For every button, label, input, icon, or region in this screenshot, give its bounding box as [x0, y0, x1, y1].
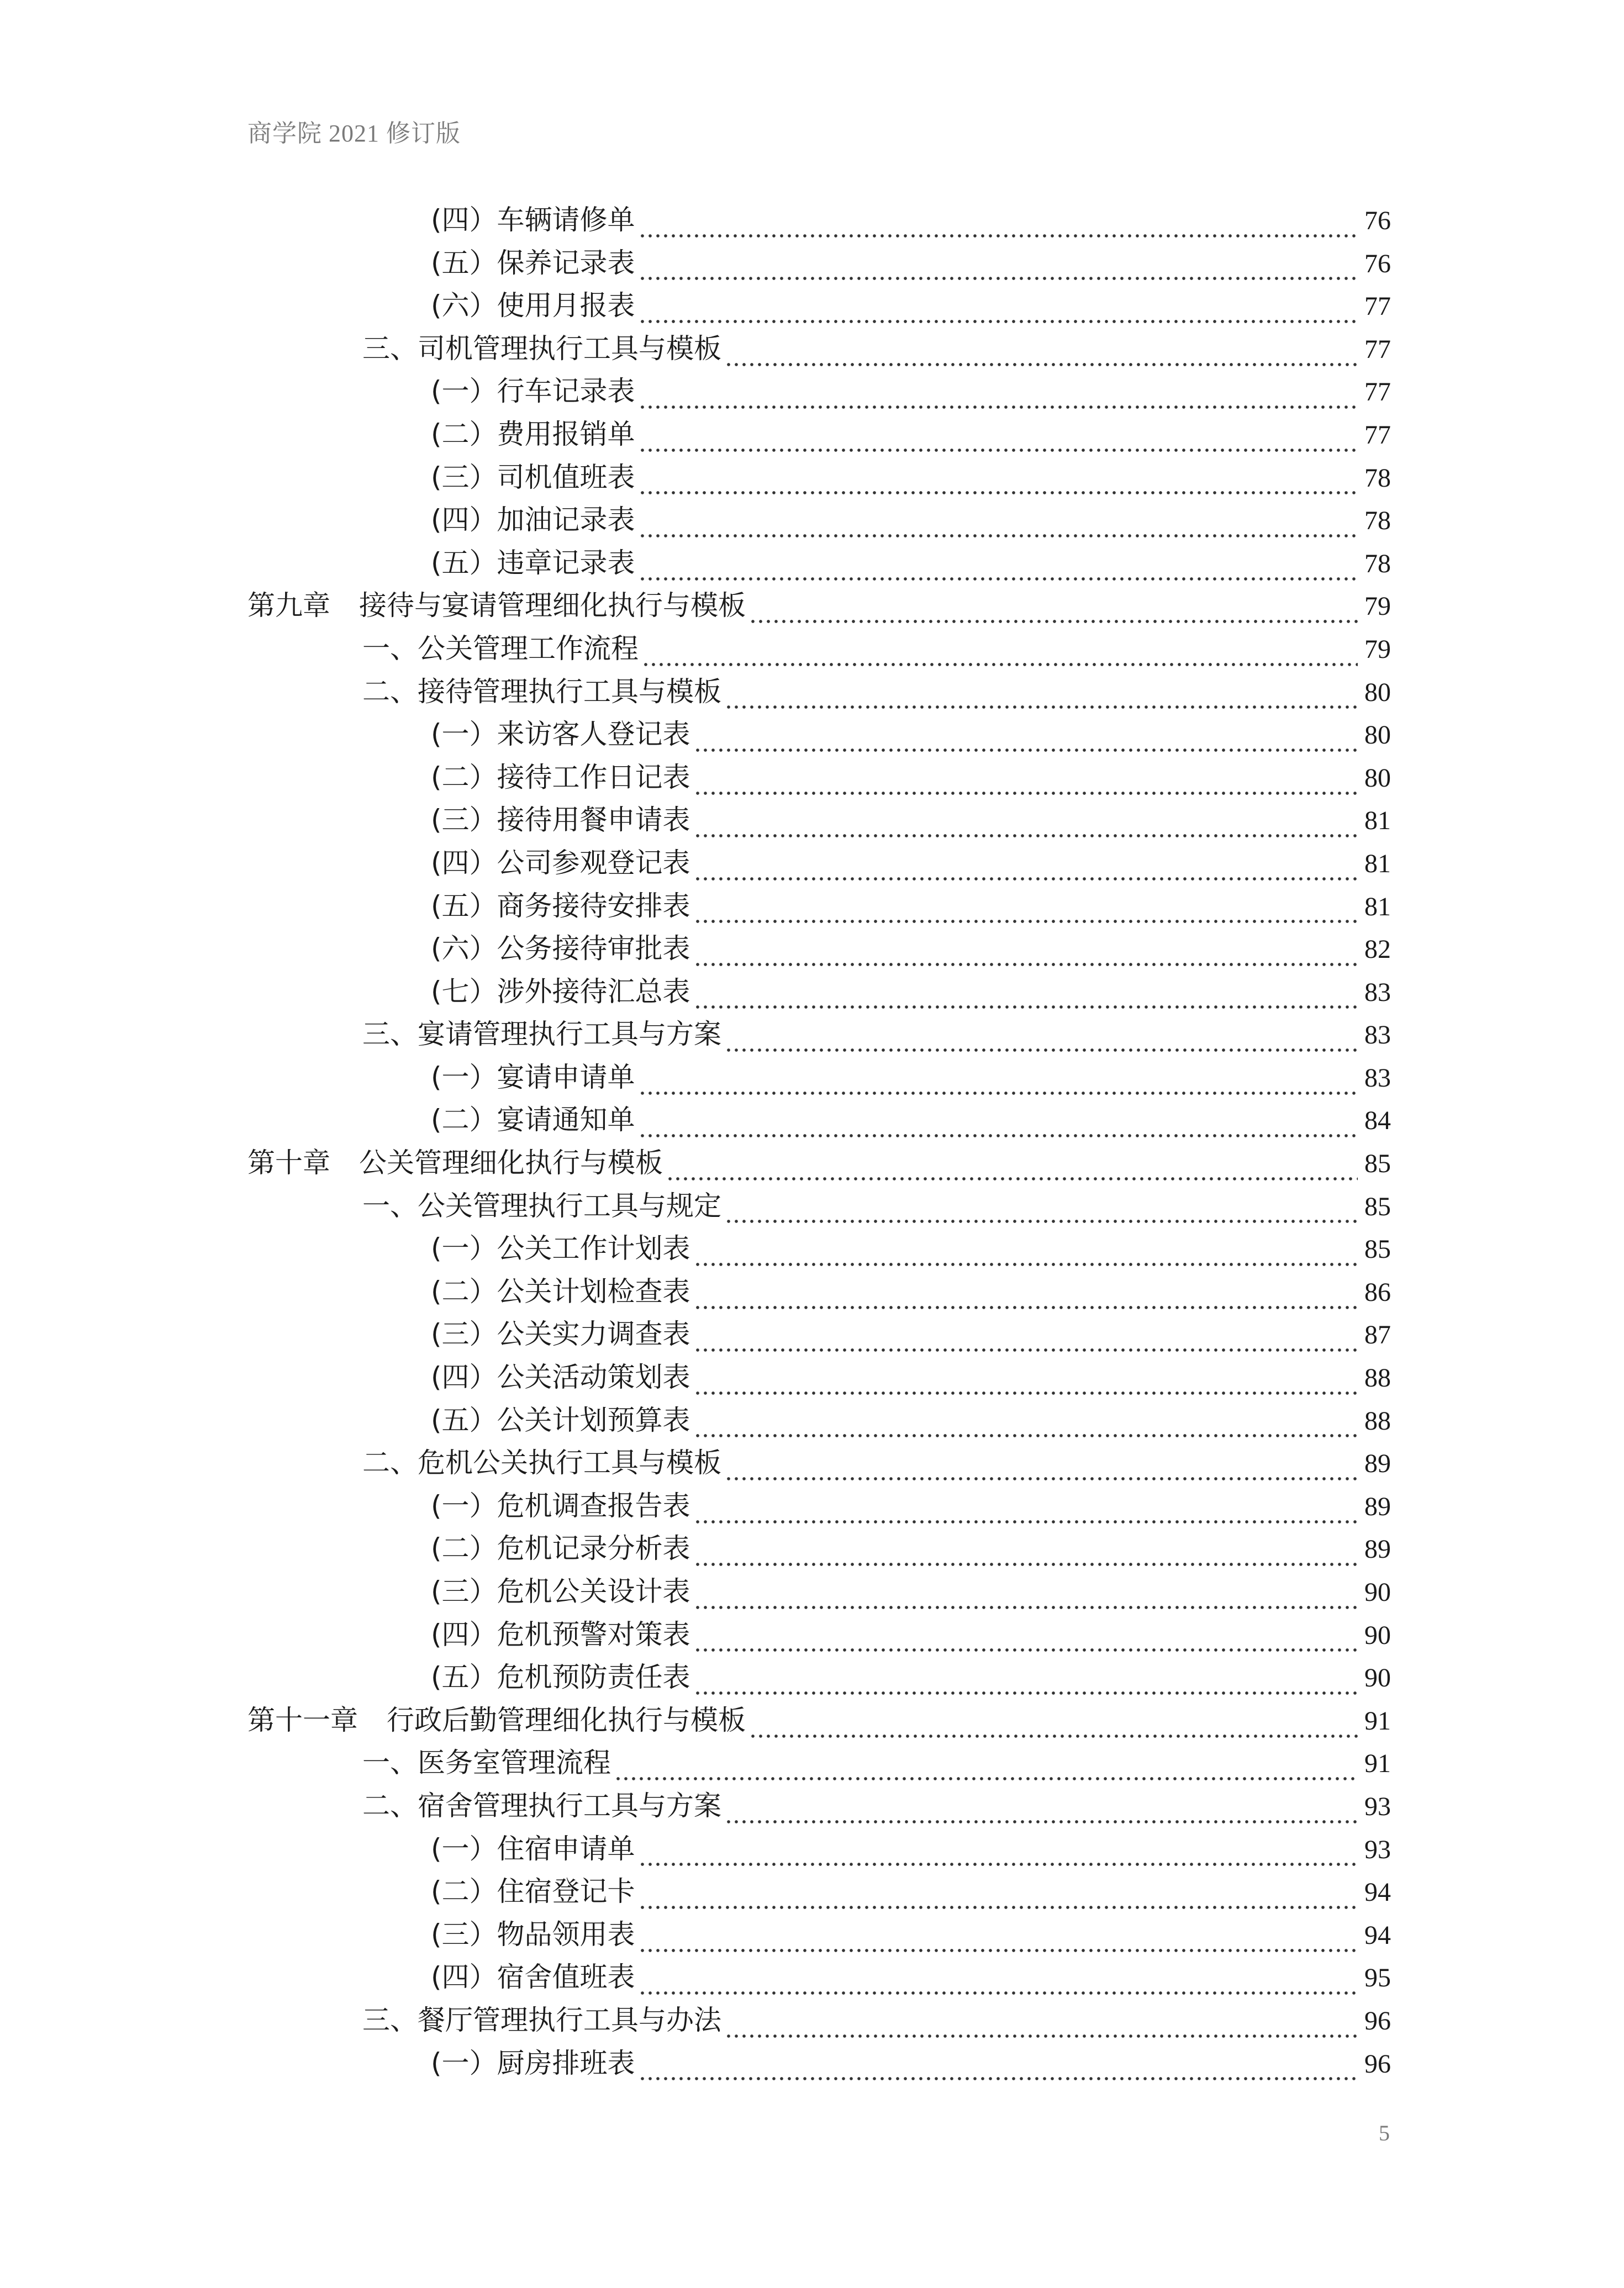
toc-subsection-entry[interactable] — [247, 1356, 1391, 1399]
toc-entry-label — [247, 1742, 611, 1785]
toc-entry-label — [247, 584, 746, 628]
toc-entry-title: (一）公关工作计划表 — [431, 1232, 690, 1265]
toc-subsection-entry[interactable] — [247, 1399, 1391, 1442]
toc-page-number: 96 — [1364, 2006, 1391, 2036]
toc-entry-label — [247, 1485, 690, 1528]
toc-chapter-entry[interactable] — [247, 1699, 1391, 1742]
toc-subsection-entry[interactable] — [247, 284, 1391, 328]
toc-section-entry[interactable] — [247, 1742, 1391, 1785]
dot-leader — [694, 1284, 1358, 1311]
toc-entry-title: 一、公关管理执行工具与规定 — [362, 1189, 721, 1222]
toc-entry-title: 二、宿舍管理执行工具与方案 — [362, 1789, 721, 1822]
toc-page-number: 89 — [1364, 1535, 1391, 1564]
toc-entry-title: 三、宴请管理执行工具与方案 — [362, 1018, 721, 1051]
dot-leader — [639, 1884, 1358, 1911]
dot-leader — [694, 1541, 1358, 1568]
toc-entry-title: (四）公司参观登记表 — [431, 846, 690, 879]
dot-leader — [694, 941, 1358, 968]
toc-section-entry[interactable] — [247, 328, 1391, 371]
toc-entry-title: (四）车辆请修单 — [431, 204, 635, 236]
toc-entry-title: (五）商务接待安排表 — [431, 889, 690, 922]
toc-entry-label — [247, 1527, 690, 1570]
toc-subsection-entry[interactable] — [247, 370, 1391, 413]
toc-entry-title: (四）宿舍值班表 — [431, 1961, 635, 1994]
toc-entry-title: (四）公关活动策划表 — [431, 1361, 690, 1394]
dot-leader — [694, 898, 1358, 925]
toc-entry-title: (三）接待用餐申请表 — [431, 804, 690, 836]
toc-subsection-entry[interactable] — [247, 1270, 1391, 1314]
dot-leader — [694, 1584, 1358, 1611]
toc-subsection-entry[interactable] — [247, 1870, 1391, 1913]
dot-leader — [694, 769, 1358, 797]
toc-entry-title: 三、司机管理执行工具与模板 — [362, 332, 721, 365]
toc-entry-label — [247, 199, 635, 242]
dot-leader — [639, 1841, 1358, 1868]
toc-subsection-entry[interactable] — [247, 842, 1391, 885]
dot-leader — [694, 1241, 1358, 1268]
toc-entry-label — [247, 1142, 663, 1185]
toc-page-number: 94 — [1364, 1878, 1391, 1907]
toc-page-number: 93 — [1364, 1834, 1391, 1864]
toc-subsection-entry[interactable] — [247, 756, 1391, 799]
toc-page-number: 80 — [1364, 720, 1391, 750]
toc-entry-label — [247, 1999, 721, 2042]
toc-page-number: 91 — [1364, 1749, 1391, 1779]
dot-leader — [639, 1112, 1358, 1140]
toc-entry-title: 二、危机公关执行工具与模板 — [362, 1447, 721, 1479]
dot-leader — [694, 1669, 1358, 1697]
dot-leader — [639, 1969, 1358, 1997]
toc-page-number: 84 — [1364, 1106, 1391, 1136]
toc-page-number: 78 — [1364, 463, 1391, 493]
toc-entry-label — [247, 413, 635, 456]
toc-page-number: 90 — [1364, 1663, 1391, 1693]
toc-entry-label — [247, 1656, 690, 1699]
toc-entry-title: (一）危机调查报告表 — [431, 1489, 690, 1522]
toc-page-number: 76 — [1364, 206, 1391, 235]
toc-page-number: 90 — [1364, 1578, 1391, 1607]
toc-entry-label — [247, 284, 635, 328]
dot-leader — [694, 1326, 1358, 1354]
toc-entry-title: 公关管理细化执行与模板 — [359, 1147, 663, 1179]
toc-subsection-entry[interactable] — [247, 1614, 1391, 1657]
toc-entry-title: (一）行车记录表 — [431, 375, 635, 408]
dot-leader — [725, 1198, 1358, 1225]
toc-page-number: 77 — [1364, 377, 1391, 407]
dot-leader — [694, 812, 1358, 840]
toc-entry-title: (二）接待工作日记表 — [431, 761, 690, 793]
toc-page-number: 77 — [1364, 292, 1391, 321]
toc-page-number: 94 — [1364, 1920, 1391, 1950]
toc-page-number: 79 — [1364, 634, 1391, 664]
toc-page-number: 83 — [1364, 977, 1391, 1007]
toc-entry-label — [247, 1699, 746, 1742]
toc-subsection-entry[interactable] — [247, 456, 1391, 499]
toc-subsection-entry[interactable] — [247, 799, 1391, 842]
toc-subsection-entry[interactable] — [247, 927, 1391, 971]
toc-chapter-entry[interactable] — [247, 584, 1391, 628]
toc-entry-title: (五）危机预防责任表 — [431, 1661, 690, 1694]
toc-entry-label — [247, 628, 639, 671]
toc-entry-label — [247, 1828, 635, 1871]
toc-entry-label — [247, 370, 635, 413]
toc-page-number: 85 — [1364, 1192, 1391, 1221]
toc-entry-label — [247, 842, 690, 885]
dot-leader — [725, 341, 1358, 368]
dot-leader — [694, 1498, 1358, 1526]
toc-section-entry[interactable] — [247, 1999, 1391, 2042]
toc-entry-label — [247, 671, 721, 714]
toc-section-entry[interactable] — [247, 628, 1391, 671]
toc-entry-label — [247, 1870, 635, 1913]
toc-subsection-entry[interactable] — [247, 1485, 1391, 1528]
toc-subsection-entry[interactable] — [247, 885, 1391, 928]
toc-entry-label — [247, 542, 635, 585]
toc-page-number: 81 — [1364, 848, 1391, 878]
dot-leader — [639, 298, 1358, 325]
toc-page-number: 80 — [1364, 677, 1391, 707]
dot-leader — [694, 1626, 1358, 1654]
toc-entry-title: (六）使用月报表 — [431, 289, 635, 322]
dot-leader — [749, 598, 1358, 625]
toc-entry-label — [247, 1013, 721, 1056]
toc-entry-title: (三）危机公关设计表 — [431, 1575, 690, 1607]
toc-entry-label — [247, 1056, 635, 1099]
dot-leader — [725, 2012, 1358, 2040]
dot-leader — [639, 212, 1358, 240]
toc-subsection-entry[interactable] — [247, 542, 1391, 585]
dot-leader — [725, 1026, 1358, 1054]
toc-page-number: 76 — [1364, 249, 1391, 278]
toc-entry-title: 接待与宴请管理细化执行与模板 — [359, 589, 746, 622]
toc-page-number: 77 — [1364, 334, 1391, 364]
dot-leader — [694, 1369, 1358, 1397]
toc-subsection-entry[interactable] — [247, 413, 1391, 456]
dot-leader — [725, 683, 1358, 711]
toc-entry-label — [247, 1227, 690, 1270]
toc-page-number: 78 — [1364, 506, 1391, 536]
toc-entry-label — [247, 456, 635, 499]
toc-entry-title: (五）公关计划预算表 — [431, 1404, 690, 1436]
toc-entry-title: (二）住宿登记卡 — [431, 1875, 635, 1908]
toc-subsection-entry[interactable] — [247, 1828, 1391, 1871]
toc-entry-title: 行政后勤管理细化执行与模板 — [387, 1704, 746, 1736]
toc-entry-label — [247, 1442, 721, 1485]
toc-entry-title: 一、医务室管理流程 — [362, 1747, 611, 1779]
dot-leader — [694, 1412, 1358, 1440]
toc-section-entry[interactable] — [247, 1013, 1391, 1056]
toc-entry-title: (四）加油记录表 — [431, 504, 635, 536]
toc-entry-title: (一）住宿申请单 — [431, 1832, 635, 1865]
toc-entry-title: (二）宴请通知单 — [431, 1104, 635, 1136]
toc-entry-title: (六）公务接待审批表 — [431, 932, 690, 965]
toc-entry-label — [247, 1270, 690, 1314]
toc-page-number: 80 — [1364, 763, 1391, 793]
dot-leader — [639, 1069, 1358, 1097]
toc-page-number: 93 — [1364, 1791, 1391, 1821]
toc-entry-label — [247, 1185, 721, 1228]
dot-leader — [666, 1155, 1358, 1183]
toc-entry-label — [247, 1956, 635, 1999]
toc-page-number: 90 — [1364, 1620, 1391, 1650]
toc-page-number: 87 — [1364, 1320, 1391, 1350]
toc-entry-label — [247, 1313, 690, 1356]
toc-entry-title: (五）违章记录表 — [431, 546, 635, 579]
toc-subsection-entry[interactable] — [247, 713, 1391, 756]
toc-page-number: 81 — [1364, 892, 1391, 921]
toc-page-number: 88 — [1364, 1363, 1391, 1393]
toc-subsection-entry[interactable] — [247, 1056, 1391, 1099]
toc-page-number: 77 — [1364, 420, 1391, 450]
dot-leader — [639, 426, 1358, 454]
toc-entry-label — [247, 1356, 690, 1399]
toc-entry-title: (一）厨房排班表 — [431, 2047, 635, 2079]
toc-entry-title: (二）费用报销单 — [431, 418, 635, 450]
toc-subsection-entry[interactable] — [247, 1099, 1391, 1142]
dot-leader — [614, 1755, 1358, 1783]
toc-page-number: 91 — [1364, 1706, 1391, 1736]
dot-leader — [639, 512, 1358, 540]
toc-chapter-entry[interactable] — [247, 1142, 1391, 1185]
toc-subsection-entry[interactable] — [247, 1656, 1391, 1699]
toc-entry-title: (一）来访客人登记表 — [431, 718, 690, 751]
toc-subsection-entry[interactable] — [247, 971, 1391, 1014]
toc-entry-label — [247, 1785, 721, 1828]
toc-page-number: 83 — [1364, 1063, 1391, 1093]
toc-subsection-entry[interactable] — [247, 2042, 1391, 2085]
toc-page-number: 95 — [1364, 1963, 1391, 1993]
dot-leader — [642, 641, 1358, 668]
toc-page-number: 88 — [1364, 1406, 1391, 1436]
toc-entry-label — [247, 328, 721, 371]
toc-entry-label — [247, 971, 690, 1014]
toc-section-entry[interactable] — [247, 1785, 1391, 1828]
dot-leader — [639, 469, 1358, 497]
toc-section-entry[interactable] — [247, 1442, 1391, 1485]
toc-entry-title: (三）公关实力调查表 — [431, 1318, 690, 1351]
toc-entry-label — [247, 1913, 635, 1957]
dot-leader — [694, 726, 1358, 754]
dot-leader — [639, 555, 1358, 583]
toc-entry-label — [247, 242, 635, 285]
toc-entry-label — [247, 1570, 690, 1614]
toc-entry-label — [247, 799, 690, 842]
dot-leader — [639, 383, 1358, 411]
toc-page-number: 85 — [1364, 1149, 1391, 1179]
dot-leader — [639, 2055, 1358, 2083]
toc-page-number: 79 — [1364, 592, 1391, 621]
toc-subsection-entry[interactable] — [247, 1227, 1391, 1270]
toc-entry-label — [247, 756, 690, 799]
toc-subsection-entry[interactable] — [247, 1913, 1391, 1957]
page-number: 5 — [1379, 2121, 1390, 2145]
toc-subsection-entry[interactable] — [247, 1527, 1391, 1570]
toc-subsection-entry[interactable] — [247, 499, 1391, 542]
toc-page-number: 82 — [1364, 935, 1391, 964]
toc-entry-title: 三、餐厅管理执行工具与办法 — [362, 2004, 721, 2036]
dot-leader — [694, 855, 1358, 883]
dot-leader — [639, 255, 1358, 282]
toc-page-number: 86 — [1364, 1277, 1391, 1307]
dot-leader — [639, 1927, 1358, 1954]
toc-entry-title: (三）司机值班表 — [431, 461, 635, 493]
toc-entry-label — [247, 499, 635, 542]
toc-entry-label — [247, 885, 690, 928]
toc-entry-label — [247, 1614, 690, 1657]
toc-section-entry[interactable] — [247, 671, 1391, 714]
toc-entry-title: (三）物品领用表 — [431, 1918, 635, 1950]
dot-leader — [725, 1455, 1358, 1483]
toc-page-number: 81 — [1364, 806, 1391, 836]
toc-subsection-entry[interactable] — [247, 1570, 1391, 1614]
dot-leader — [725, 1798, 1358, 1826]
toc-entry-label — [247, 2042, 635, 2085]
toc-chapter-number: 第十一章 — [247, 1704, 358, 1736]
toc-entry-title: 二、接待管理执行工具与模板 — [362, 675, 721, 708]
dot-leader — [749, 1712, 1358, 1740]
toc-entry-label — [247, 927, 690, 971]
toc-subsection-entry[interactable] — [247, 1313, 1391, 1356]
toc-section-entry[interactable] — [247, 1185, 1391, 1228]
toc-entry-label — [247, 1399, 690, 1442]
toc-page-number: 96 — [1364, 2049, 1391, 2079]
toc-subsection-entry[interactable] — [247, 199, 1391, 242]
toc-page-number: 85 — [1364, 1235, 1391, 1264]
toc-entry-title: (二）公关计划检查表 — [431, 1275, 690, 1308]
toc-chapter-number: 第十章 — [247, 1147, 330, 1179]
toc-page-number: 78 — [1364, 549, 1391, 578]
toc-entry-label — [247, 713, 690, 756]
toc-page-number: 83 — [1364, 1020, 1391, 1050]
toc-entry-label — [247, 1099, 635, 1142]
toc-page-number: 89 — [1364, 1491, 1391, 1521]
toc-entry-title: (二）危机记录分析表 — [431, 1532, 690, 1565]
toc-entry-title: (四）危机预警对策表 — [431, 1618, 690, 1651]
toc-subsection-entry[interactable] — [247, 242, 1391, 285]
toc-chapter-number: 第九章 — [247, 589, 330, 622]
running-header: 商学院 2021 修订版 — [247, 120, 461, 147]
table-of-contents — [247, 199, 1391, 2085]
toc-entry-title: (五）保养记录表 — [431, 246, 635, 279]
toc-entry-title: (七）涉外接待汇总表 — [431, 975, 690, 1008]
toc-entry-title: (一）宴请申请单 — [431, 1061, 635, 1093]
toc-page-number: 89 — [1364, 1449, 1391, 1479]
dot-leader — [694, 983, 1358, 1011]
toc-entry-title: 一、公关管理工作流程 — [362, 632, 639, 665]
toc-subsection-entry[interactable] — [247, 1956, 1391, 1999]
